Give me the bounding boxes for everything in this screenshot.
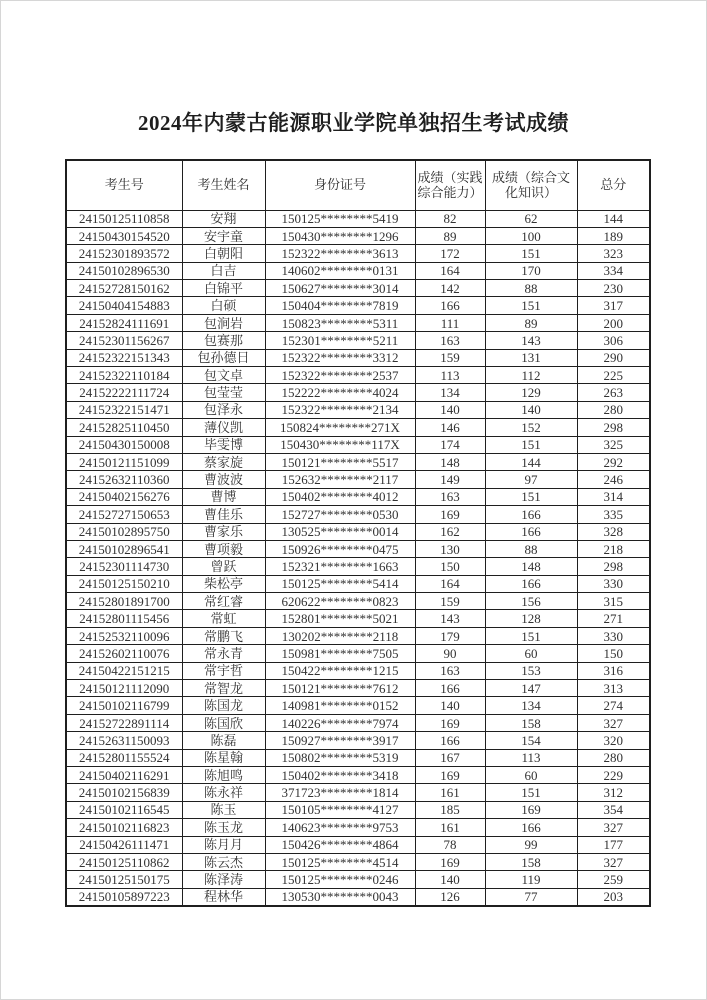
cell-total-score: 280 bbox=[577, 401, 650, 418]
cell-candidate-name: 陈磊 bbox=[182, 732, 265, 749]
cell-cultural-score: 134 bbox=[485, 697, 577, 714]
table-row bbox=[66, 819, 650, 836]
cell-candidate-number: 24150105897223 bbox=[66, 888, 182, 905]
cell-id-number: 152322********3613 bbox=[265, 245, 415, 262]
cell-cultural-score: 112 bbox=[485, 367, 577, 384]
cell-cultural-score: 129 bbox=[485, 384, 577, 401]
cell-total-score: 316 bbox=[577, 662, 650, 679]
cell-candidate-name: 常智龙 bbox=[182, 680, 265, 697]
cell-cultural-score: 166 bbox=[485, 523, 577, 540]
cell-candidate-name: 曾跃 bbox=[182, 558, 265, 575]
cell-candidate-name: 程林华 bbox=[182, 888, 265, 905]
cell-practical-score: 169 bbox=[415, 853, 485, 870]
cell-id-number: 152322********2537 bbox=[265, 367, 415, 384]
cell-practical-score: 167 bbox=[415, 749, 485, 766]
cell-total-score: 271 bbox=[577, 610, 650, 627]
cell-total-score: 218 bbox=[577, 540, 650, 557]
cell-candidate-name: 安翔 bbox=[182, 210, 265, 227]
cell-cultural-score: 60 bbox=[485, 767, 577, 784]
cell-candidate-number: 24152631150093 bbox=[66, 732, 182, 749]
cell-total-score: 229 bbox=[577, 767, 650, 784]
cell-candidate-name: 柴松亭 bbox=[182, 575, 265, 592]
cell-id-number: 130530********0043 bbox=[265, 888, 415, 905]
cell-practical-score: 163 bbox=[415, 488, 485, 505]
cell-candidate-name: 蔡家旋 bbox=[182, 453, 265, 470]
cell-candidate-number: 24152825110450 bbox=[66, 419, 182, 436]
cell-candidate-number: 24152301156267 bbox=[66, 332, 182, 349]
cell-candidate-name: 毕雯博 bbox=[182, 436, 265, 453]
cell-practical-score: 164 bbox=[415, 575, 485, 592]
cell-cultural-score: 151 bbox=[485, 488, 577, 505]
cell-practical-score: 166 bbox=[415, 297, 485, 314]
cell-practical-score: 169 bbox=[415, 714, 485, 731]
cell-id-number: 150426********4864 bbox=[265, 836, 415, 853]
table-row bbox=[66, 697, 650, 714]
header-cultural-score: 成绩（综合文化知识） bbox=[485, 160, 577, 210]
cell-id-number: 130202********2118 bbox=[265, 627, 415, 644]
cell-total-score: 330 bbox=[577, 575, 650, 592]
cell-practical-score: 126 bbox=[415, 888, 485, 905]
page-title: 2024年内蒙古能源职业学院单独招生考试成绩 bbox=[138, 111, 569, 135]
cell-cultural-score: 113 bbox=[485, 749, 577, 766]
cell-candidate-number: 24152824111691 bbox=[66, 314, 182, 331]
cell-total-score: 298 bbox=[577, 419, 650, 436]
cell-candidate-name: 陈国欣 bbox=[182, 714, 265, 731]
cell-total-score: 144 bbox=[577, 210, 650, 227]
cell-cultural-score: 144 bbox=[485, 453, 577, 470]
cell-candidate-number: 24150102896530 bbox=[66, 262, 182, 279]
cell-candidate-name: 陈星翰 bbox=[182, 749, 265, 766]
cell-candidate-number: 24152532110096 bbox=[66, 627, 182, 644]
cell-practical-score: 166 bbox=[415, 680, 485, 697]
cell-id-number: 152632********2117 bbox=[265, 471, 415, 488]
cell-cultural-score: 143 bbox=[485, 332, 577, 349]
cell-practical-score: 149 bbox=[415, 471, 485, 488]
cell-id-number: 140623********9753 bbox=[265, 819, 415, 836]
cell-total-score: 203 bbox=[577, 888, 650, 905]
cell-candidate-name: 陈国龙 bbox=[182, 697, 265, 714]
cell-cultural-score: 131 bbox=[485, 349, 577, 366]
cell-practical-score: 169 bbox=[415, 506, 485, 523]
cell-total-score: 354 bbox=[577, 801, 650, 818]
table-row bbox=[66, 836, 650, 853]
cell-total-score: 325 bbox=[577, 436, 650, 453]
cell-candidate-number: 24152727150653 bbox=[66, 506, 182, 523]
cell-cultural-score: 60 bbox=[485, 645, 577, 662]
cell-cultural-score: 158 bbox=[485, 853, 577, 870]
cell-total-score: 230 bbox=[577, 280, 650, 297]
cell-id-number: 152321********1663 bbox=[265, 558, 415, 575]
header-id-number: 身份证号 bbox=[265, 160, 415, 210]
cell-cultural-score: 62 bbox=[485, 210, 577, 227]
cell-cultural-score: 153 bbox=[485, 662, 577, 679]
cell-id-number: 150981********7505 bbox=[265, 645, 415, 662]
cell-candidate-number: 24150102116799 bbox=[66, 697, 182, 714]
cell-candidate-number: 24150402116291 bbox=[66, 767, 182, 784]
cell-candidate-number: 24152722891114 bbox=[66, 714, 182, 731]
table-row bbox=[66, 401, 650, 418]
cell-practical-score: 148 bbox=[415, 453, 485, 470]
table-row bbox=[66, 801, 650, 818]
cell-candidate-name: 陈旭鸣 bbox=[182, 767, 265, 784]
cell-practical-score: 150 bbox=[415, 558, 485, 575]
cell-total-score: 314 bbox=[577, 488, 650, 505]
cell-cultural-score: 166 bbox=[485, 506, 577, 523]
cell-id-number: 150404********7819 bbox=[265, 297, 415, 314]
cell-practical-score: 161 bbox=[415, 819, 485, 836]
cell-candidate-name: 常虹 bbox=[182, 610, 265, 627]
header-total-score: 总分 bbox=[577, 160, 650, 210]
cell-total-score: 290 bbox=[577, 349, 650, 366]
cell-candidate-number: 24152222111724 bbox=[66, 384, 182, 401]
table-row bbox=[66, 714, 650, 731]
cell-id-number: 371723********1814 bbox=[265, 784, 415, 801]
cell-candidate-number: 24150430154520 bbox=[66, 227, 182, 244]
cell-total-score: 306 bbox=[577, 332, 650, 349]
cell-id-number: 150121********7612 bbox=[265, 680, 415, 697]
cell-candidate-number: 24152602110076 bbox=[66, 645, 182, 662]
cell-id-number: 150125********5414 bbox=[265, 575, 415, 592]
cell-candidate-name: 常宇哲 bbox=[182, 662, 265, 679]
cell-total-score: 317 bbox=[577, 297, 650, 314]
cell-candidate-name: 陈泽涛 bbox=[182, 871, 265, 888]
cell-candidate-name: 包莹莹 bbox=[182, 384, 265, 401]
cell-candidate-number: 24150430150008 bbox=[66, 436, 182, 453]
cell-cultural-score: 119 bbox=[485, 871, 577, 888]
table-row bbox=[66, 506, 650, 523]
table-row bbox=[66, 871, 650, 888]
cell-total-score: 323 bbox=[577, 245, 650, 262]
cell-id-number: 150927********3917 bbox=[265, 732, 415, 749]
table-row bbox=[66, 645, 650, 662]
cell-cultural-score: 147 bbox=[485, 680, 577, 697]
cell-cultural-score: 151 bbox=[485, 245, 577, 262]
cell-candidate-number: 24152322110184 bbox=[66, 367, 182, 384]
cell-id-number: 130525********0014 bbox=[265, 523, 415, 540]
table-row bbox=[66, 245, 650, 262]
cell-candidate-name: 陈月月 bbox=[182, 836, 265, 853]
table-row bbox=[66, 662, 650, 679]
table-row bbox=[66, 453, 650, 470]
header-row bbox=[66, 160, 650, 210]
cell-candidate-number: 24152322151343 bbox=[66, 349, 182, 366]
cell-id-number: 150125********0246 bbox=[265, 871, 415, 888]
cell-practical-score: 89 bbox=[415, 227, 485, 244]
cell-practical-score: 140 bbox=[415, 871, 485, 888]
cell-cultural-score: 140 bbox=[485, 401, 577, 418]
cell-practical-score: 159 bbox=[415, 593, 485, 610]
cell-candidate-number: 24150121151099 bbox=[66, 453, 182, 470]
cell-practical-score: 142 bbox=[415, 280, 485, 297]
cell-id-number: 140602********0131 bbox=[265, 262, 415, 279]
cell-id-number: 140226********7974 bbox=[265, 714, 415, 731]
cell-id-number: 150422********1215 bbox=[265, 662, 415, 679]
cell-total-score: 274 bbox=[577, 697, 650, 714]
cell-candidate-number: 24150102156839 bbox=[66, 784, 182, 801]
cell-total-score: 298 bbox=[577, 558, 650, 575]
cell-cultural-score: 170 bbox=[485, 262, 577, 279]
cell-total-score: 327 bbox=[577, 819, 650, 836]
table-row bbox=[66, 767, 650, 784]
cell-total-score: 292 bbox=[577, 453, 650, 470]
table-row bbox=[66, 419, 650, 436]
cell-id-number: 150402********3418 bbox=[265, 767, 415, 784]
cell-cultural-score: 148 bbox=[485, 558, 577, 575]
header-practical-score: 成绩（实践综合能力） bbox=[415, 160, 485, 210]
cell-practical-score: 166 bbox=[415, 732, 485, 749]
table-row bbox=[66, 367, 650, 384]
cell-candidate-name: 陈玉 bbox=[182, 801, 265, 818]
cell-id-number: 152322********3312 bbox=[265, 349, 415, 366]
cell-candidate-number: 24150125150175 bbox=[66, 871, 182, 888]
cell-id-number: 152322********2134 bbox=[265, 401, 415, 418]
table-row bbox=[66, 436, 650, 453]
cell-id-number: 150430********117X bbox=[265, 436, 415, 453]
cell-practical-score: 146 bbox=[415, 419, 485, 436]
cell-total-score: 313 bbox=[577, 680, 650, 697]
table-row bbox=[66, 888, 650, 905]
cell-total-score: 189 bbox=[577, 227, 650, 244]
cell-total-score: 335 bbox=[577, 506, 650, 523]
cell-practical-score: 140 bbox=[415, 401, 485, 418]
cell-cultural-score: 151 bbox=[485, 784, 577, 801]
cell-candidate-name: 白锦平 bbox=[182, 280, 265, 297]
cell-cultural-score: 97 bbox=[485, 471, 577, 488]
cell-id-number: 150430********1296 bbox=[265, 227, 415, 244]
cell-practical-score: 78 bbox=[415, 836, 485, 853]
cell-practical-score: 164 bbox=[415, 262, 485, 279]
cell-cultural-score: 166 bbox=[485, 575, 577, 592]
cell-candidate-number: 24150102116545 bbox=[66, 801, 182, 818]
cell-cultural-score: 152 bbox=[485, 419, 577, 436]
cell-cultural-score: 77 bbox=[485, 888, 577, 905]
table-row bbox=[66, 593, 650, 610]
cell-candidate-number: 24152801891700 bbox=[66, 593, 182, 610]
cell-id-number: 150824********271X bbox=[265, 419, 415, 436]
cell-candidate-number: 24152301114730 bbox=[66, 558, 182, 575]
cell-candidate-name: 陈玉龙 bbox=[182, 819, 265, 836]
table-row bbox=[66, 575, 650, 592]
cell-candidate-name: 曹博 bbox=[182, 488, 265, 505]
score-table bbox=[65, 159, 651, 907]
cell-candidate-name: 安宇童 bbox=[182, 227, 265, 244]
table-row bbox=[66, 488, 650, 505]
cell-candidate-name: 常鹏飞 bbox=[182, 627, 265, 644]
cell-cultural-score: 166 bbox=[485, 819, 577, 836]
cell-candidate-number: 24152301893572 bbox=[66, 245, 182, 262]
cell-total-score: 280 bbox=[577, 749, 650, 766]
cell-practical-score: 82 bbox=[415, 210, 485, 227]
cell-candidate-name: 常永青 bbox=[182, 645, 265, 662]
cell-total-score: 225 bbox=[577, 367, 650, 384]
table-row bbox=[66, 210, 650, 227]
cell-cultural-score: 99 bbox=[485, 836, 577, 853]
cell-cultural-score: 88 bbox=[485, 540, 577, 557]
cell-candidate-name: 包赛那 bbox=[182, 332, 265, 349]
cell-total-score: 177 bbox=[577, 836, 650, 853]
cell-total-score: 312 bbox=[577, 784, 650, 801]
cell-candidate-number: 24152322151471 bbox=[66, 401, 182, 418]
cell-practical-score: 111 bbox=[415, 314, 485, 331]
cell-id-number: 150402********4012 bbox=[265, 488, 415, 505]
cell-candidate-number: 24152801155524 bbox=[66, 749, 182, 766]
table-row bbox=[66, 558, 650, 575]
cell-id-number: 140981********0152 bbox=[265, 697, 415, 714]
cell-id-number: 150121********5517 bbox=[265, 453, 415, 470]
cell-total-score: 200 bbox=[577, 314, 650, 331]
cell-cultural-score: 156 bbox=[485, 593, 577, 610]
cell-candidate-number: 24150404154883 bbox=[66, 297, 182, 314]
cell-cultural-score: 88 bbox=[485, 280, 577, 297]
cell-practical-score: 162 bbox=[415, 523, 485, 540]
table-row bbox=[66, 314, 650, 331]
cell-cultural-score: 128 bbox=[485, 610, 577, 627]
table-row bbox=[66, 853, 650, 870]
cell-id-number: 150823********5311 bbox=[265, 314, 415, 331]
header-candidate-name: 考生姓名 bbox=[182, 160, 265, 210]
cell-cultural-score: 154 bbox=[485, 732, 577, 749]
cell-candidate-number: 24150102895750 bbox=[66, 523, 182, 540]
cell-practical-score: 159 bbox=[415, 349, 485, 366]
cell-id-number: 150125********4514 bbox=[265, 853, 415, 870]
cell-candidate-number: 24150426111471 bbox=[66, 836, 182, 853]
cell-candidate-number: 24152632110360 bbox=[66, 471, 182, 488]
cell-candidate-name: 曹波波 bbox=[182, 471, 265, 488]
table-row bbox=[66, 627, 650, 644]
cell-practical-score: 163 bbox=[415, 662, 485, 679]
cell-id-number: 152727********0530 bbox=[265, 506, 415, 523]
cell-practical-score: 169 bbox=[415, 767, 485, 784]
table-row bbox=[66, 610, 650, 627]
cell-candidate-number: 24150121112090 bbox=[66, 680, 182, 697]
cell-practical-score: 185 bbox=[415, 801, 485, 818]
table-row bbox=[66, 732, 650, 749]
cell-practical-score: 90 bbox=[415, 645, 485, 662]
cell-practical-score: 113 bbox=[415, 367, 485, 384]
table-row bbox=[66, 384, 650, 401]
cell-candidate-number: 24150102116823 bbox=[66, 819, 182, 836]
cell-candidate-name: 陈云杰 bbox=[182, 853, 265, 870]
score-table-body bbox=[66, 210, 650, 906]
table-row bbox=[66, 332, 650, 349]
cell-practical-score: 161 bbox=[415, 784, 485, 801]
cell-id-number: 152801********5021 bbox=[265, 610, 415, 627]
cell-practical-score: 179 bbox=[415, 627, 485, 644]
cell-cultural-score: 169 bbox=[485, 801, 577, 818]
cell-id-number: 150125********5419 bbox=[265, 210, 415, 227]
cell-total-score: 150 bbox=[577, 645, 650, 662]
table-row bbox=[66, 262, 650, 279]
cell-practical-score: 172 bbox=[415, 245, 485, 262]
cell-practical-score: 163 bbox=[415, 332, 485, 349]
table-row bbox=[66, 349, 650, 366]
cell-total-score: 328 bbox=[577, 523, 650, 540]
cell-cultural-score: 151 bbox=[485, 297, 577, 314]
table-row bbox=[66, 680, 650, 697]
cell-id-number: 150802********5319 bbox=[265, 749, 415, 766]
cell-candidate-name: 白硕 bbox=[182, 297, 265, 314]
cell-candidate-name: 薄仪凯 bbox=[182, 419, 265, 436]
cell-candidate-number: 24152801115456 bbox=[66, 610, 182, 627]
cell-total-score: 327 bbox=[577, 714, 650, 731]
cell-candidate-number: 24150125150210 bbox=[66, 575, 182, 592]
cell-total-score: 320 bbox=[577, 732, 650, 749]
table-row bbox=[66, 540, 650, 557]
score-table-header bbox=[66, 160, 650, 210]
cell-total-score: 259 bbox=[577, 871, 650, 888]
cell-candidate-number: 24150402156276 bbox=[66, 488, 182, 505]
table-row bbox=[66, 471, 650, 488]
cell-total-score: 263 bbox=[577, 384, 650, 401]
cell-total-score: 246 bbox=[577, 471, 650, 488]
cell-total-score: 334 bbox=[577, 262, 650, 279]
cell-practical-score: 134 bbox=[415, 384, 485, 401]
table-row bbox=[66, 280, 650, 297]
cell-candidate-name: 曹项毅 bbox=[182, 540, 265, 557]
cell-candidate-name: 包文卓 bbox=[182, 367, 265, 384]
cell-id-number: 152301********5211 bbox=[265, 332, 415, 349]
cell-candidate-name: 曹家乐 bbox=[182, 523, 265, 540]
cell-candidate-name: 包泽永 bbox=[182, 401, 265, 418]
table-row bbox=[66, 297, 650, 314]
cell-candidate-name: 白朝阳 bbox=[182, 245, 265, 262]
cell-candidate-name: 包孙德日 bbox=[182, 349, 265, 366]
cell-cultural-score: 100 bbox=[485, 227, 577, 244]
cell-practical-score: 140 bbox=[415, 697, 485, 714]
cell-total-score: 315 bbox=[577, 593, 650, 610]
cell-candidate-name: 包涧岩 bbox=[182, 314, 265, 331]
cell-id-number: 150627********3014 bbox=[265, 280, 415, 297]
cell-candidate-name: 曹佳乐 bbox=[182, 506, 265, 523]
cell-id-number: 152222********4024 bbox=[265, 384, 415, 401]
cell-candidate-number: 24150125110862 bbox=[66, 853, 182, 870]
cell-candidate-name: 陈永祥 bbox=[182, 784, 265, 801]
cell-id-number: 150105********4127 bbox=[265, 801, 415, 818]
cell-practical-score: 174 bbox=[415, 436, 485, 453]
cell-candidate-number: 24150422151215 bbox=[66, 662, 182, 679]
cell-cultural-score: 151 bbox=[485, 627, 577, 644]
table-row bbox=[66, 227, 650, 244]
cell-practical-score: 143 bbox=[415, 610, 485, 627]
header-candidate-number: 考生号 bbox=[66, 160, 182, 210]
cell-cultural-score: 89 bbox=[485, 314, 577, 331]
cell-candidate-number: 24150102896541 bbox=[66, 540, 182, 557]
cell-id-number: 150926********0475 bbox=[265, 540, 415, 557]
cell-total-score: 330 bbox=[577, 627, 650, 644]
cell-candidate-number: 24152728150162 bbox=[66, 280, 182, 297]
table-row bbox=[66, 523, 650, 540]
cell-cultural-score: 158 bbox=[485, 714, 577, 731]
table-row bbox=[66, 784, 650, 801]
cell-total-score: 327 bbox=[577, 853, 650, 870]
cell-candidate-number: 24150125110858 bbox=[66, 210, 182, 227]
cell-id-number: 620622********0823 bbox=[265, 593, 415, 610]
cell-cultural-score: 151 bbox=[485, 436, 577, 453]
cell-practical-score: 130 bbox=[415, 540, 485, 557]
table-row bbox=[66, 749, 650, 766]
cell-candidate-name: 白吉 bbox=[182, 262, 265, 279]
cell-candidate-name: 常红睿 bbox=[182, 593, 265, 610]
